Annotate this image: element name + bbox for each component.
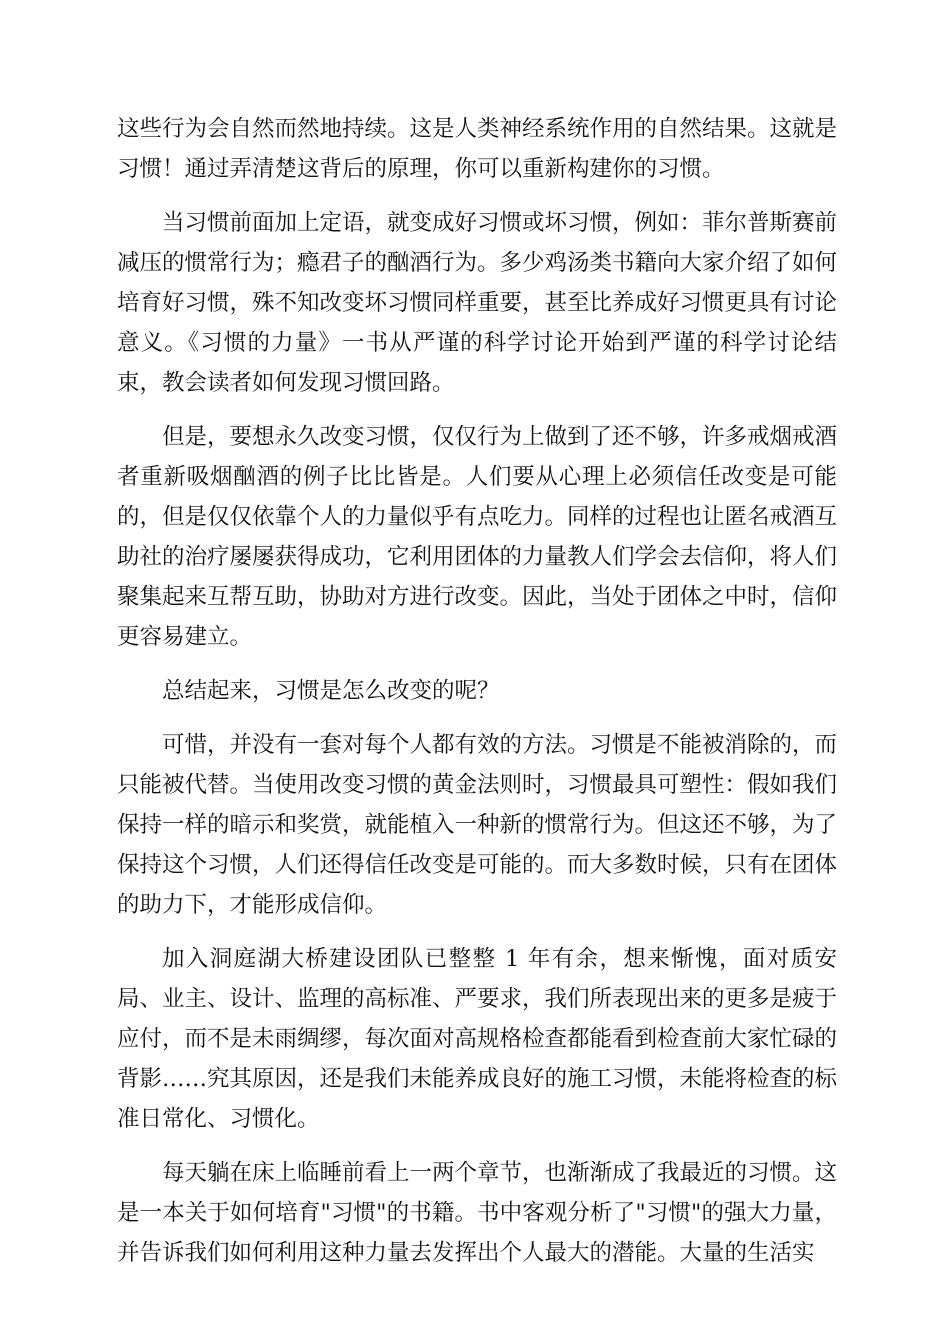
paragraph: 总结起来，习惯是怎么改变的呢？ bbox=[162, 678, 500, 704]
paragraph: 可惜，并没有一套对每个人都有效的方法。习惯是不能被消除的，而只能被代替。当使用改变习惯的黄金法则时，习惯最具可塑性：假如我们保持一样的暗示和奖赏，就能植入一种新的惯常行为。但这还不够，为了保持这个习惯，人们还得信任改变是可能的。而大多数时候，只有在团体的助力下，才能形成信仰。 bbox=[117, 732, 838, 918]
paragraph: 但是，要想永久改变习惯，仅仅行为上做到了还不够，许多戒烟戒酒者重新吸烟酗酒的例子比比皆是。人们要从心理上必须信任改变是可能的，但是仅仅依靠个人的力量似乎有点吃力。同样的过程也让匿名戒酒互助社的治疗屡屡获得成功，它利用团体的力量教人们学会去信仰，将人们聚集起来互帮互助，协助对方进行改变。因此，当处于团体之中时，信仰更容易建立。 bbox=[117, 424, 838, 650]
paragraph: 加入洞庭湖大桥建设团队已整整 1 年有余，想来惭愧，面对质安局、业主、设计、监理的高标准、严要求，我们所表现出来的更多是疲于应付，而不是未雨绸缪，每次面对高规格检查都能看到检查前大家忙碌的背影……究其原因，还是我们未能养成良好的施工习惯，未能将检查的标准日常化、习惯化。 bbox=[117, 946, 838, 1132]
paragraph: 每天躺在床上临睡前看上一两个章节，也渐渐成了我最近的习惯。这是一本关于如何培育"习惯"的书籍。书中客观分析了"习惯"的强大力量，并告诉我们如何利用这种力量去发挥出个人最大的潜能。大量的生活实 bbox=[117, 1160, 838, 1266]
paragraph-continuation: 这些行为会自然而然地持续。这是人类神经系统作用的自然结果。这就是习惯！通过弄清楚这背后的原理，你可以重新构建你的习惯。 bbox=[117, 116, 838, 182]
document-body bbox=[117, 109, 837, 1287]
paragraph: 当习惯前面加上定语，就变成好习惯或坏习惯，例如：菲尔普斯赛前减压的惯常行为；瘾君子的酗酒行为。多少鸡汤类书籍向大家介绍了如何培育好习惯，殊不知改变坏习惯同样重要，甚至比养成好习惯更具有讨论意义。《习惯的力量》一书从严谨的科学讨论开始到严谨的科学讨论结束，教会读者如何发现习惯回路。 bbox=[117, 210, 838, 396]
